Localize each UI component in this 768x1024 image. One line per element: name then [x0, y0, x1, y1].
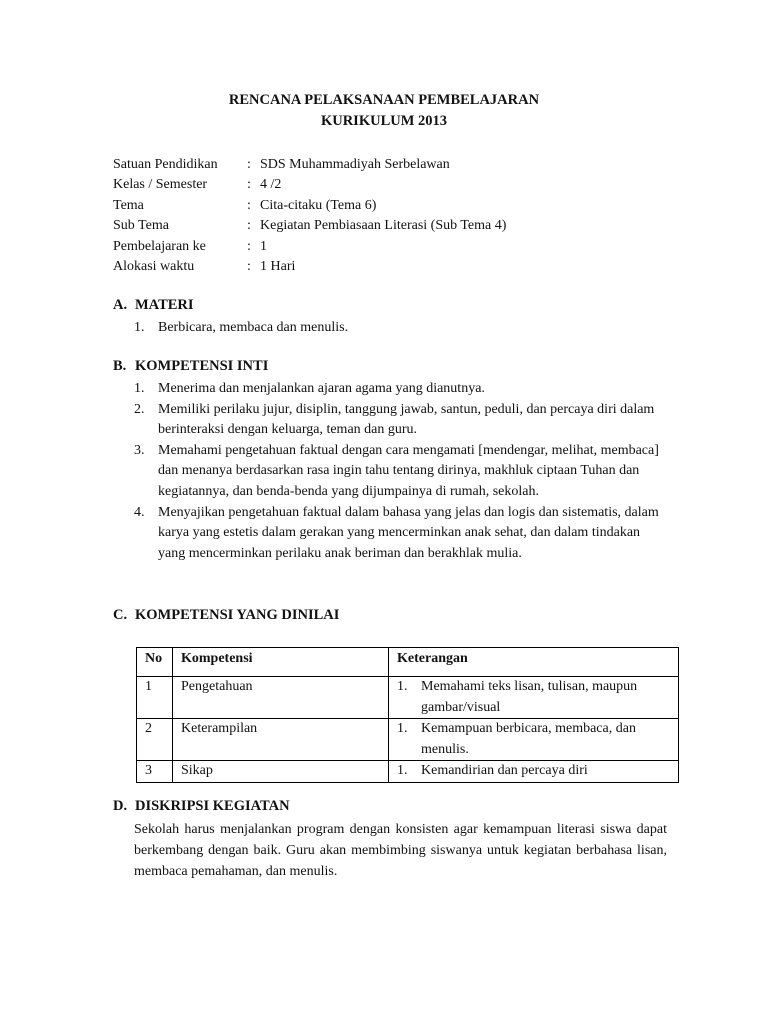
identity-block [113, 155, 506, 277]
kompetensi-table [136, 647, 679, 783]
table-header-row [137, 648, 679, 677]
list-item [134, 379, 664, 400]
table-row [137, 761, 679, 783]
section-letter: A. [113, 297, 128, 313]
info-colon: : [247, 177, 251, 193]
info-value: 1 Hari [260, 258, 296, 274]
ket-number: 1. [397, 763, 408, 779]
materi-list [134, 318, 664, 339]
info-colon: : [247, 197, 251, 213]
section-title: DISKRIPSI KEGIATAN [135, 798, 290, 814]
info-row-satuan-pendidikan [113, 155, 506, 175]
info-label: Pembelajaran ke [113, 238, 206, 254]
ket-number: 1. [397, 721, 408, 737]
info-row-alokasi-waktu [113, 257, 506, 277]
cell-keterangan [389, 719, 679, 761]
list-number: 1. [134, 381, 145, 396]
cell-no: 2 [137, 719, 173, 761]
list-number: 3. [134, 442, 145, 458]
document-title: RENCANA PELAKSANAAN PEMBELAJARAN [228, 92, 540, 108]
section-heading-kompetensi-dinilai [113, 607, 339, 624]
info-value: SDS Muhammadiyah Serbelawan [260, 157, 450, 172]
ket-text: Memahami teks lisan, tulisan, maupun gambar/visual [421, 679, 638, 715]
cell-no: 1 [137, 677, 173, 719]
info-label: Kelas / Semester [113, 177, 208, 193]
list-item [134, 318, 664, 339]
table-row [137, 677, 679, 719]
header-no: No [137, 648, 173, 677]
cell-kompetensi: Keterampilan [173, 719, 389, 761]
info-colon: : [247, 218, 251, 234]
info-label: Sub Tema [113, 218, 169, 234]
cell-kompetensi: Sikap [173, 761, 389, 783]
list-text: Menyajikan pengetahuan faktual dalam bahasa yang jelas dan logis dan sistematis, dalam karya yang estetis dalam gerakan yang mencerminkan anak sehat, dan dalam tindakan yang mencerminkan perilaku anak beriman dan berakhlak mulia. [158, 504, 659, 561]
section-title: KOMPETENSI INTI [135, 358, 269, 374]
list-text: Memahami pengetahuan faktual dengan cara mengamati [mendengar, melihat, membaca] dan menanya berdasarkan rasa ingin tahu tentang dirinya, makhluk ciptaan Tuhan dan kegiatannya, dan benda-benda yang dijumpainya di rumah, sekolah. [158, 442, 659, 499]
cell-no: 3 [137, 761, 173, 783]
ket-number: 1. [397, 679, 408, 694]
list-number: 2. [134, 401, 145, 417]
list-item [134, 503, 664, 565]
info-row-sub-tema [113, 216, 506, 236]
list-text: Berbicara, membaca dan menulis. [158, 320, 349, 335]
section-letter: C. [113, 607, 128, 623]
section-heading-diskripsi-kegiatan [113, 798, 290, 815]
ket-text: Kemandirian dan percaya diri [421, 763, 588, 779]
document-subtitle: KURIKULUM 2013 [320, 113, 448, 129]
list-item [134, 400, 664, 441]
info-row-pembelajaran-ke [113, 237, 506, 257]
info-colon: : [247, 238, 251, 254]
info-label: Alokasi waktu [113, 258, 195, 274]
info-value: Kegiatan Pembiasaan Literasi (Sub Tema 4) [260, 218, 507, 234]
info-value: Cita-citaku (Tema 6) [260, 197, 377, 213]
section-title: KOMPETENSI YANG DINILAI [135, 607, 340, 623]
diskripsi-paragraph: Sekolah harus menjalankan program dengan konsisten agar kemampuan literasi siswa dapat berkembang dengan baik. Guru akan membimbing siswanya untuk kegiatan berbahasa lisan, membaca pemahaman, dan menulis. [134, 822, 667, 879]
info-colon: : [247, 258, 251, 274]
header-kompetensi: Kompetensi [173, 648, 389, 677]
info-value: 1 [260, 238, 267, 254]
info-label: Satuan Pendidikan [113, 157, 218, 172]
section-letter: B. [113, 358, 127, 374]
info-colon: : [247, 157, 251, 172]
list-text: Memiliki perilaku jujur, disiplin, tanggung jawab, santun, peduli, dan percaya diri dalam berinteraksi dengan keluarga, teman dan guru. [158, 401, 655, 438]
list-number: 4. [134, 504, 145, 520]
section-heading-materi [113, 297, 194, 314]
list-number: 1. [134, 320, 145, 335]
info-label: Tema [113, 197, 144, 213]
table-row [137, 719, 679, 761]
kompetensi-inti-list [134, 379, 664, 564]
section-title: MATERI [135, 297, 194, 313]
info-row-tema [113, 196, 506, 216]
list-text: Menerima dan menjalankan ajaran agama yang dianutnya. [158, 381, 485, 396]
cell-keterangan [389, 761, 679, 783]
list-item [134, 441, 664, 503]
section-letter: D. [113, 798, 128, 814]
header-keterangan: Keterangan [389, 648, 679, 677]
cell-keterangan [389, 677, 679, 719]
ket-text: Kemampuan berbicara, membaca, dan menulis. [421, 721, 636, 757]
info-row-kelas-semester [113, 175, 506, 195]
info-value: 4 /2 [260, 177, 282, 193]
section-heading-kompetensi-inti [113, 358, 268, 375]
cell-kompetensi: Pengetahuan [173, 677, 389, 719]
